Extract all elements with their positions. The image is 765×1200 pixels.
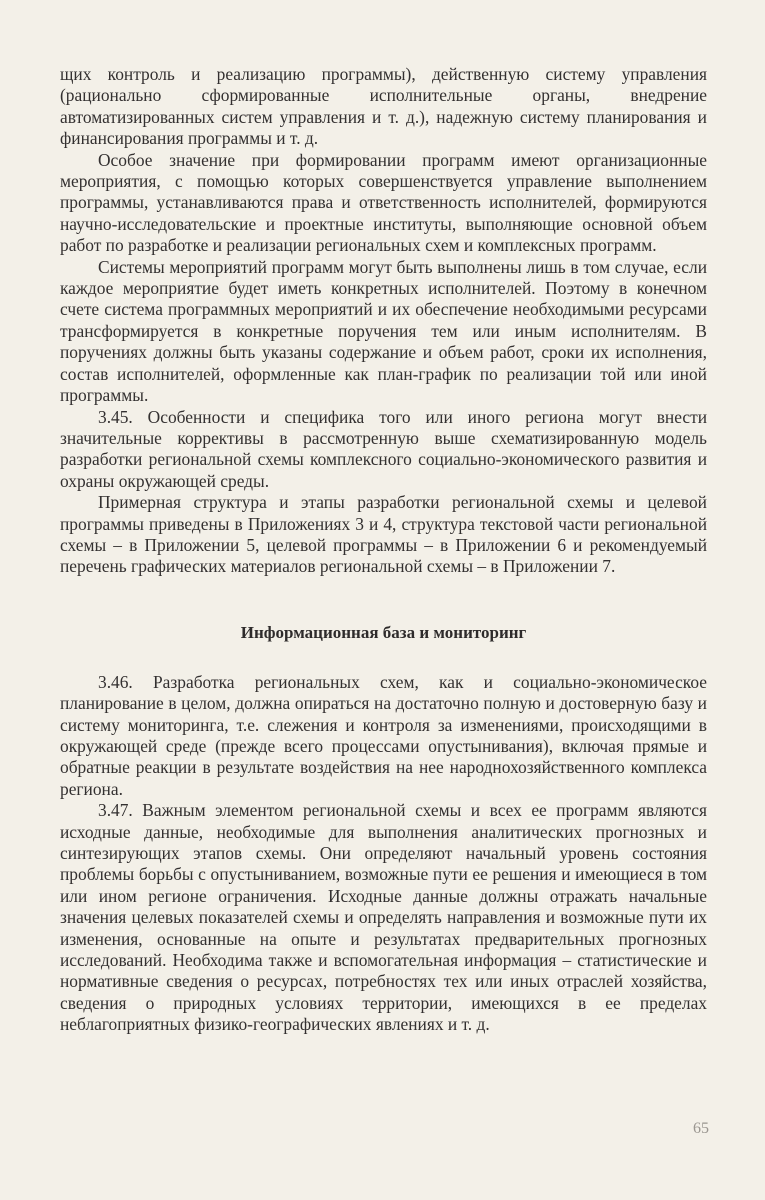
paragraph-appendices: Примерная структура и этапы разработки региональной схемы и целевой программы приведены в Приложениях 3 и 4, структура текстовой части региональной схемы – в Приложении 5, целевой программы – в Приложении 6 и рекомендуемый перечень графических материалов региональной схемы – в Приложении 7. xyxy=(60,492,707,577)
text-block-bottom xyxy=(60,672,707,1036)
paragraph-3-45: 3.45. Особенности и специфика того или иного региона могут внести значительные коррективы в рассмотренную выше схематизированную модель разработки региональной схемы комплексного социально-экономического развития и охраны окружающей среды. xyxy=(60,406,707,491)
paragraph-organizational-measures: Особое значение при формировании программ имеют организационные мероприятия, с помощью которых совершенствуется управление выполнением программы, устанавливаются права и ответственность исполнителей, формируются научно-исследовательские и проектные институты, выполняющие основной объем работ по разработке и реализации региональных схем и комплексных программ. xyxy=(60,149,707,256)
paragraph-program-systems: Системы мероприятий программ могут быть выполнены лишь в том случае, если каждое мероприятие будет иметь конкретных исполнителей. Поэтому в конечном счете система программных мероприятий и их обеспечение необходимыми ресурсами трансформируется в конкретные поручения тем или иным исполнителям. В поручениях должны быть указаны содержание и объем работ, сроки их исполнения, состав исполнителей, оформленные как план-график по реализации той или иной программы. xyxy=(60,256,707,406)
paragraph-3-46: 3.46. Разработка региональных схем, как и социально-экономическое планирование в целом, должна опираться на достаточно полную и достоверную базу и систему мониторинга, т.е. слежения и контроля за изменениями, происходящими в окружающей среде (прежде всего процессами опустынивания), включая прямые и обратные реакции в результате воздействия на нее народнохозяйственного комплекса региона. xyxy=(60,671,707,799)
page-number: 65 xyxy=(693,1120,709,1137)
paragraph-3-47: 3.47. Важным элементом региональной схемы и всех ее программ являются исходные данные, необходимые для выполнения аналитических прогнозных и синтезирующих этапов схемы. Они определяют начальный уровень состояния проблемы борьбы с опустыниванием, возможные пути ее решения и имеющиеся в том или ином регионе ограничения. Исходные данные должны отражать начальные значения целевых показателей схемы и определять направления и возможные пути их изменения, основанные на опыте и результатах предварительных прогнозных исследований. Необходима также и вспомогательная информация – статистические и нормативные сведения о ресурсах, потребностях тех или иных отраслей хозяйства, сведения о природных условиях территории, имеющихся в ее пределах неблагоприятных физико-географических явлениях и т. д. xyxy=(60,800,707,1035)
text-block-top xyxy=(60,64,707,578)
section-heading: Информационная база и мониторинг xyxy=(240,622,527,642)
paragraph-continuation: щих контроль и реализацию программы), действенную систему управления (рационально сформированные исполнительные органы, внедрение автоматизированных систем управления и т. д.), надежную систему планирования и финансирования программы и т. д. xyxy=(60,64,707,149)
